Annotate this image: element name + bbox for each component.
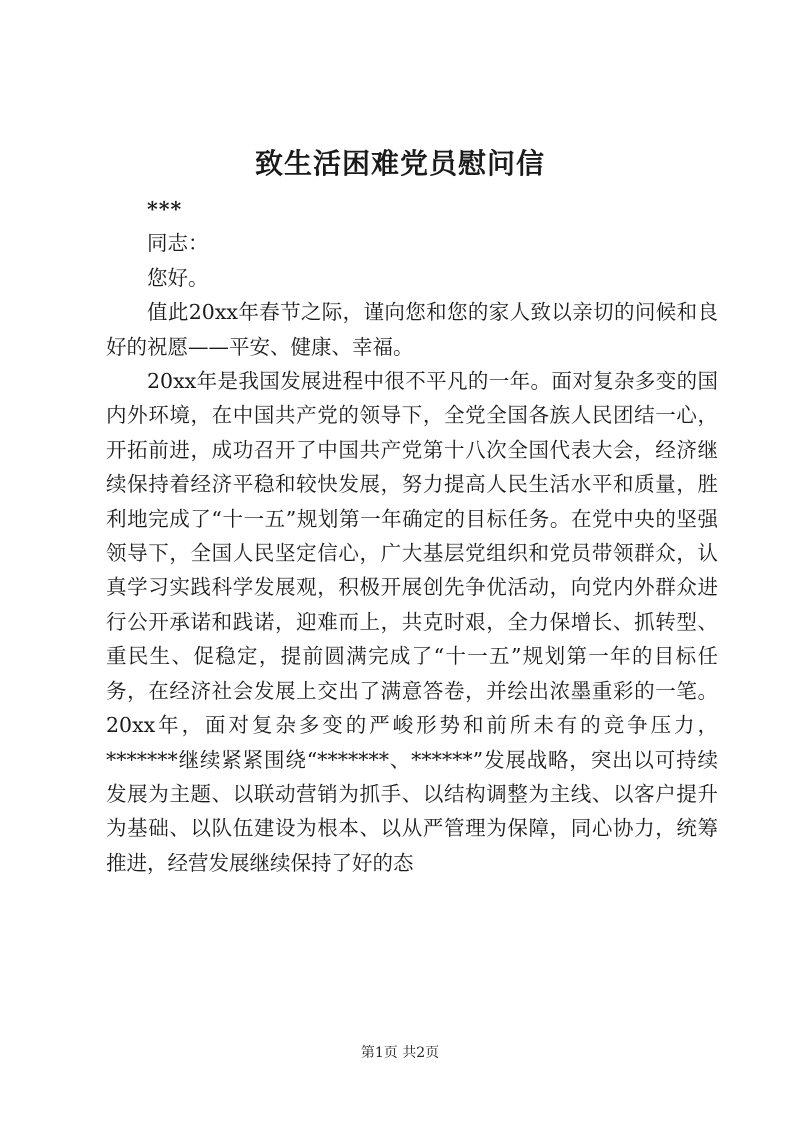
- greeting: 您好。: [147, 265, 209, 290]
- salutation: 同志：: [147, 231, 209, 256]
- body-paragraph: 值此20xx年春节之际，谨向您和您的家人致以亲切的问候和良好的祝愿——平安、健康、幸福。: [106, 300, 718, 359]
- body-paragraph: 20xx年是我国发展进程中很不平凡的一年。面对复杂多变的国内外环境，在中国共产党的领导下，全党全国各族人民团结一心，开拓前进，成功召开了中国共产党第十八次全国代表大会，经济继续保持着经济平稳和较快发展，努力提高人民生活水平和质量，胜利地完成了“十一五”规划第一年确定的目标任务。在党中央的坚强领导下，全国人民坚定信心，广大基层党组织和党员带领群众，认真学习实践科学发展观，积极开展创先争优活动，向党内外群众进行公开承诺和践诺，迎难而上，共克时艰，全力保增长、抓转型、重民生、促稳定，提前圆满完成了“十一五”规划第一年的目标任务，在经济社会发展上交出了满意答卷，并绘出浓墨重彩的一笔。20xx年，面对复杂多变的严峻形势和前所未有的竞争压力，*******继续紧紧围绕“*******、******”发展战略，突出以可持续发展为主题、以联动营销为抓手、以结构调整为主线、以客户提升为基础、以队伍建设为根本、以从严管理为保障，同心协力，统筹推进，经营发展继续保持了好的态: [106, 369, 718, 875]
- document-body: [106, 192, 718, 880]
- recipient-name-placeholder: ***: [147, 197, 183, 221]
- page-footer: 第1页 共2页: [360, 1045, 440, 1061]
- document-title: 致生活困难党员慰问信: [254, 147, 545, 180]
